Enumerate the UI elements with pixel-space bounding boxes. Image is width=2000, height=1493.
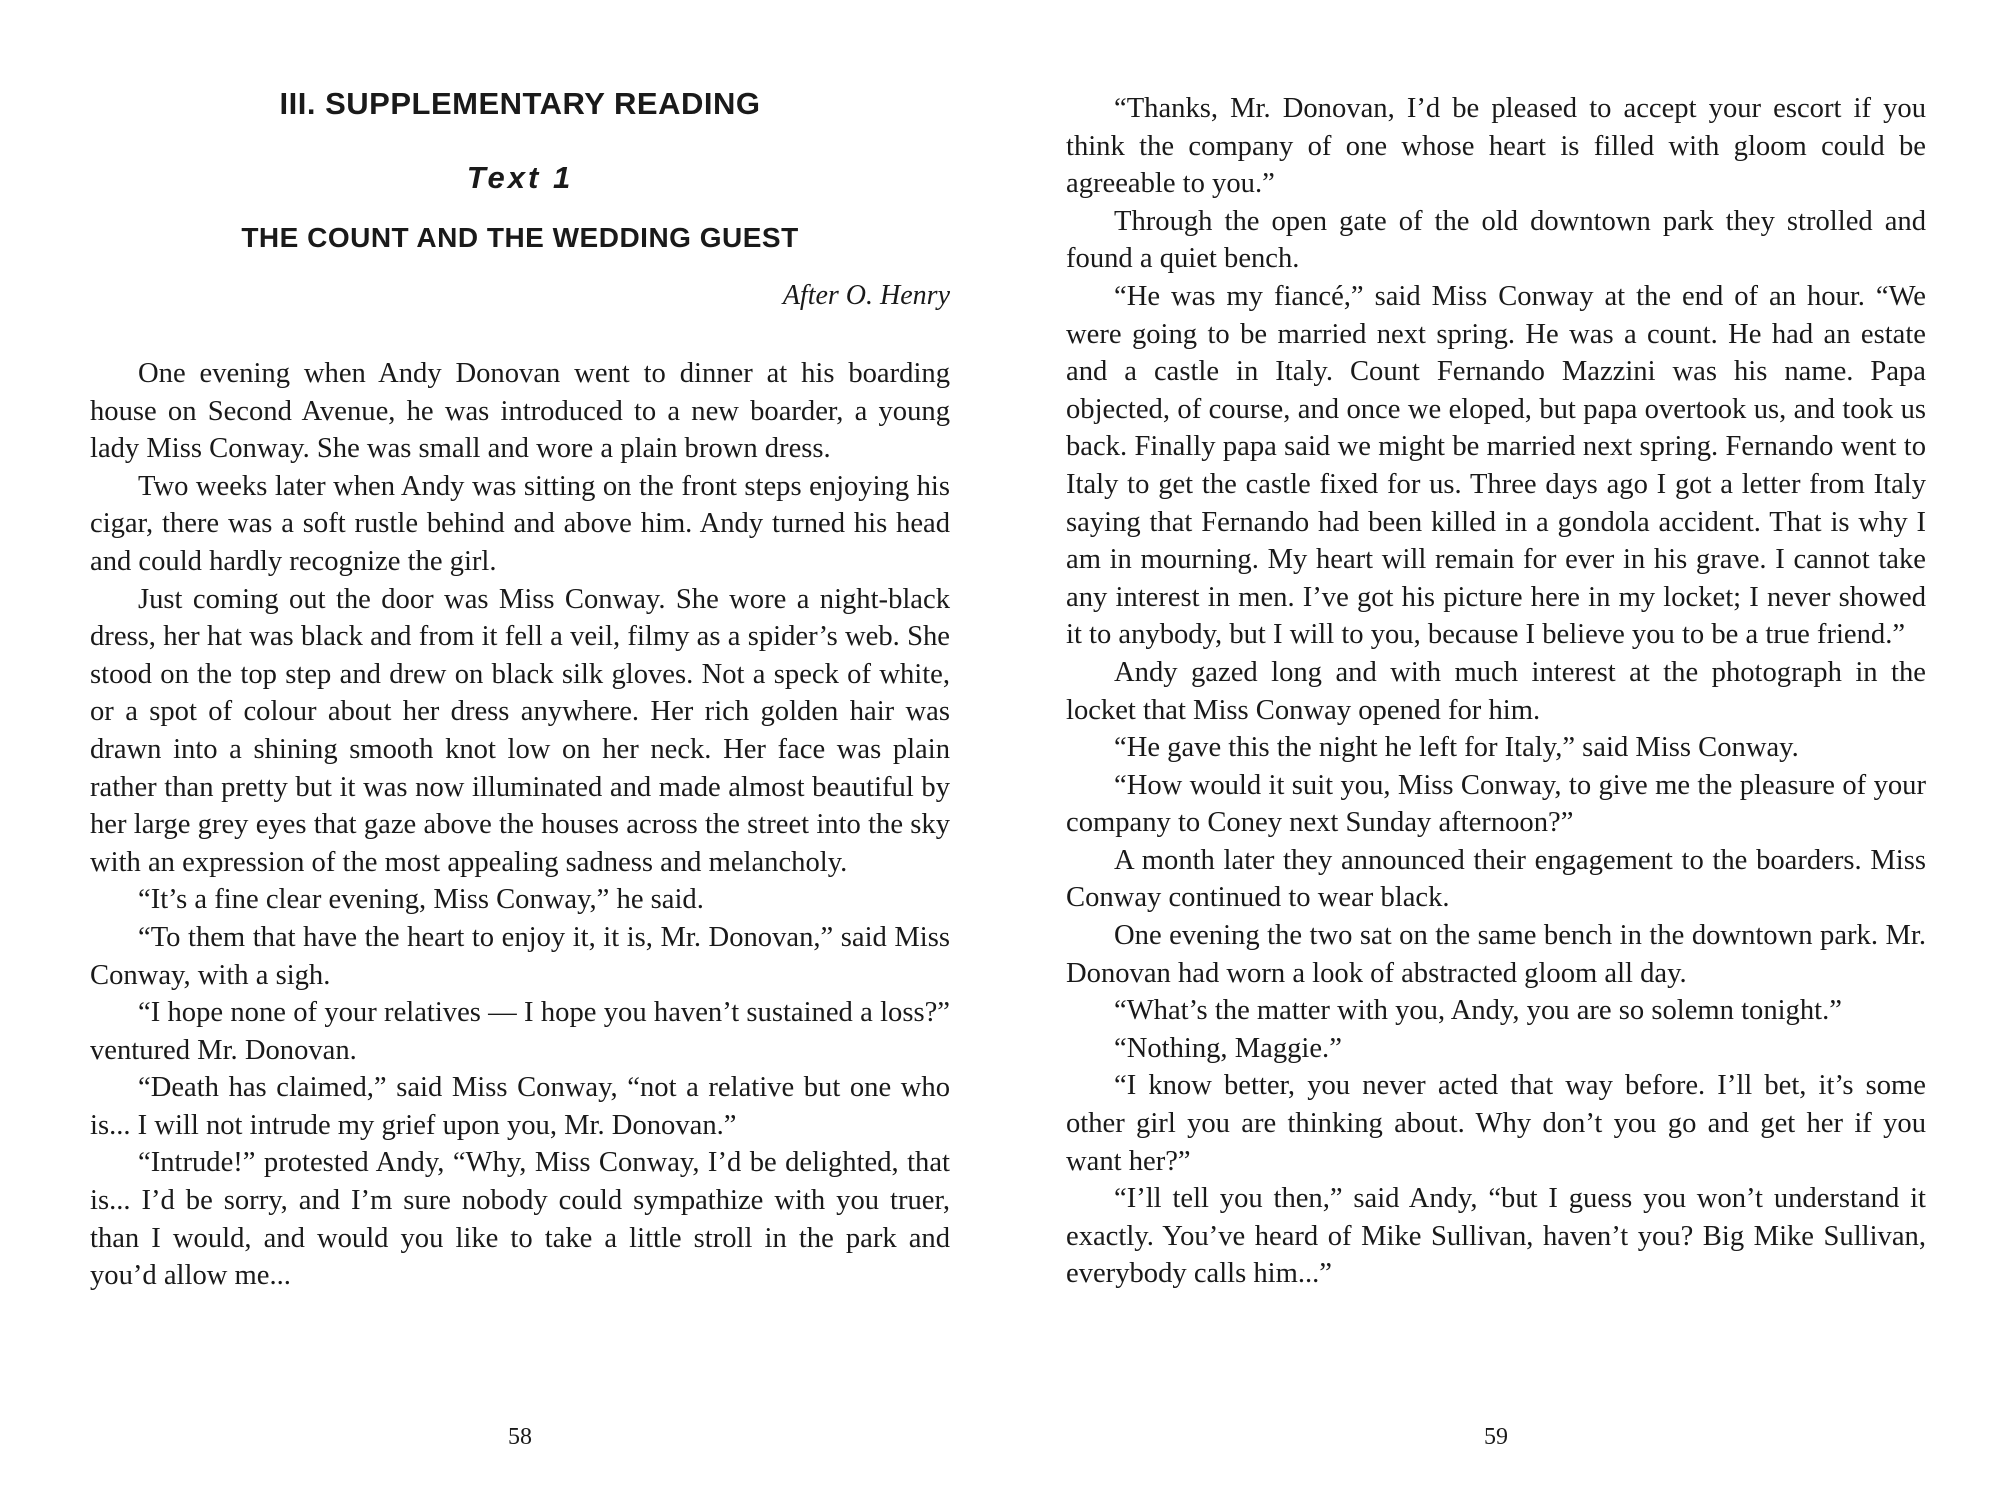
paragraph: “It’s a fine clear evening, Miss Conway,” he said. <box>138 884 704 916</box>
paragraph: A month later they announced their engagement to the boarders. Miss Conway continued to wear black. <box>1066 844 1926 914</box>
paragraph: “Thanks, Mr. Donovan, I’d be pleased to accept your escort if you think the company of one whose heart is filled with gloom could be agreeable to you.” <box>1066 93 1926 200</box>
paragraph: “To them that have the heart to enjoy it, it is, Mr. Donovan,” said Miss Conway, with a sigh. <box>90 921 950 991</box>
paragraph: Through the open gate of the old downtown park they strolled and found a quiet bench. <box>1066 205 1926 275</box>
paragraph: One evening when Andy Donovan went to dinner at his boarding house on Second Avenue, he was introduced to a new boarder, a young lady Miss Conway. She was small and wore a plain brown dress. <box>90 358 950 465</box>
left-page-body <box>90 355 950 1295</box>
right-page-body <box>1066 90 1926 1293</box>
paragraph: “How would it suit you, Miss Conway, to give me the pleasure of your company to Coney next Sunday afternoon?” <box>1066 769 1926 839</box>
left-page <box>90 0 950 1493</box>
paragraph: “What’s the matter with you, Andy, you are so solemn tonight.” <box>1114 995 1842 1027</box>
paragraph: “He was my fiancé,” said Miss Conway at the end of an hour. “We were going to be married next spring. He was a count. He had an estate and a castle in Italy. Count Fernando Mazzini was his name. Papa objected, of course, and once we eloped, but papa overtook us, and took us back. Finally papa said we might be married next spring. Fernando went to Italy to get the castle fixed for us. Three days ago I got a letter from Italy saying that Fernando had been killed in a gondola accident. That is why I am in mourning. My heart will remain for ever in his grave. I cannot take any interest in men. I’ve got his picture here in my locket; I never showed it to anybody, but I will to you, because I believe you to be a true friend.” <box>1066 280 1926 651</box>
story-title: THE COUNT AND THE WEDDING GUEST <box>241 222 799 253</box>
section-heading: III. SUPPLEMENTARY READING <box>279 86 761 121</box>
page-number-right: 59 <box>1484 1424 1508 1450</box>
paragraph: “Intrude!” protested Andy, “Why, Miss Conway, I’d be delighted, that is... I’d be sorry, and I’m sure nobody could sympathize with you truer, than I would, and would you like to take a little stroll in the park and you’d allow me... <box>90 1147 950 1292</box>
page-number-left: 58 <box>508 1424 532 1450</box>
author-credit: After O. Henry <box>782 280 950 311</box>
paragraph: “Nothing, Maggie.” <box>1114 1032 1342 1064</box>
text-label: Text 1 <box>466 160 574 195</box>
paragraph: “He gave this the night he left for Italy,” said Miss Conway. <box>1114 732 1799 764</box>
paragraph: “I’ll tell you then,” said Andy, “but I guess you won’t understand it exactly. You’ve heard of Mike Sullivan, haven’t you? Big Mike Sullivan, everybody calls him...” <box>1066 1183 1926 1290</box>
paragraph: Two weeks later when Andy was sitting on the front steps enjoying his cigar, there was a soft rustle behind and above him. Andy turned his head and could hardly recognize the girl. <box>90 470 950 577</box>
paragraph: “Death has claimed,” said Miss Conway, “not a relative but one who is... I will not intrude my grief upon you, Mr. Donovan.” <box>90 1072 950 1141</box>
paragraph: “I know better, you never acted that way before. I’ll bet, it’s some other girl you are thinking about. Why don’t you go and get her if you want her?” <box>1066 1070 1926 1177</box>
right-page <box>1066 0 1926 1493</box>
paragraph: “I hope none of your relatives — I hope you haven’t sustained a loss?” ventured Mr. Donovan. <box>90 997 950 1066</box>
paragraph: Just coming out the door was Miss Conway. She wore a night-black dress, her hat was black and from it fell a veil, filmy as a spider’s web. She stood on the top step and drew on black silk gloves. Not a speck of white, or a spot of colour about her dress anywhere. Her rich golden hair was drawn into a shining smooth knot low on her neck. Her face was plain rather than pretty but it was now illuminated and made almost beautiful by her large grey eyes that gaze above the houses across the street into the sky with an expression of the most appealing sadness and melancholy. <box>90 583 950 878</box>
paragraph: Andy gazed long and with much interest at the photograph in the locket that Miss Conway opened for him. <box>1066 656 1926 726</box>
paragraph: One evening the two sat on the same bench in the downtown park. Mr. Donovan had worn a look of abstracted gloom all day. <box>1066 920 1926 989</box>
